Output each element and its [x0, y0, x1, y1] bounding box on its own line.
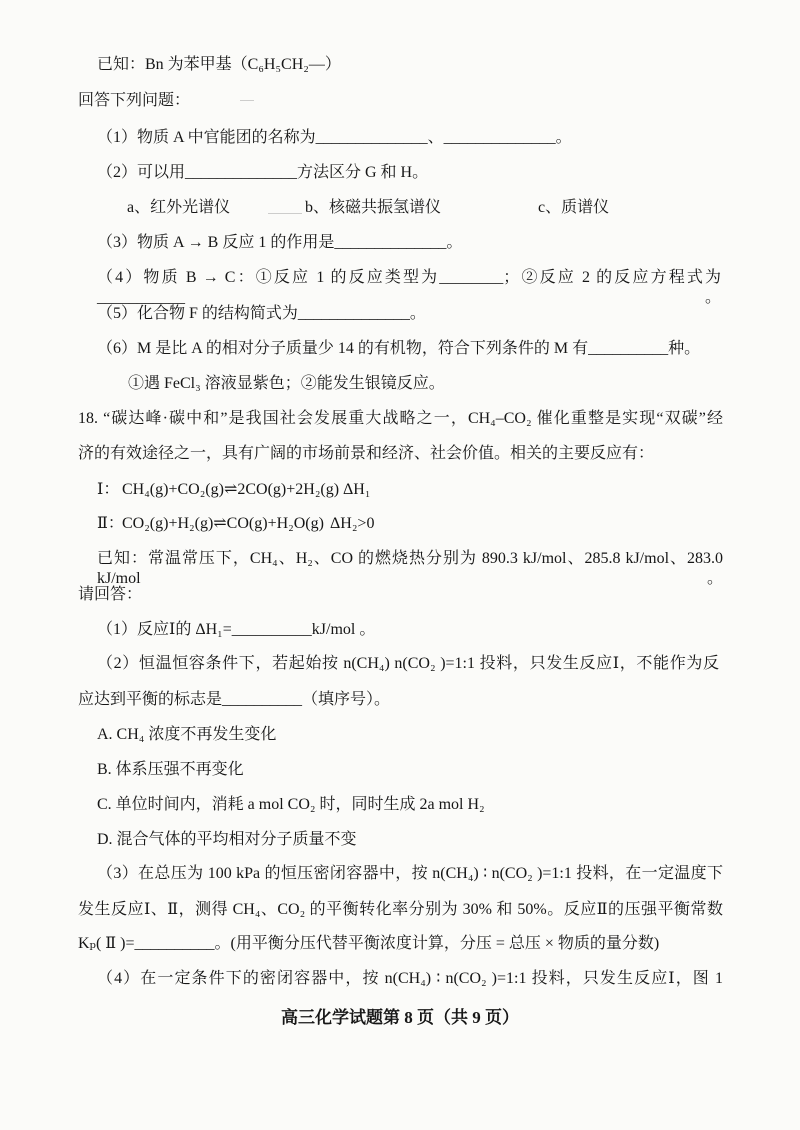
q17-option-a: a、红外光谱仪	[127, 199, 231, 216]
q17-prompt: 回答下列问题：	[78, 92, 191, 109]
page-footer: 高三化学试题第 8 页（共 9 页）	[281, 1008, 519, 1027]
q18-part2-line1: （2）恒温恒容条件下，若起始按 n(CH₄) n(CO₂ )=1:1 投料，只发生反应Ⅰ，不能作为反	[97, 655, 719, 672]
q18-part2-line2: 应达到平衡的标志是__________（填序号）。	[78, 691, 391, 708]
q17-option-c: c、质谱仪	[538, 199, 610, 216]
q18-option-b: B. 体系压强不再变化	[97, 761, 244, 778]
q18-part1: （1）反应Ⅰ的 ΔH₁=__________kJ/mol 。	[97, 621, 376, 638]
q17-part6-conditions: ①遇 FeCl₃ 溶液显紫色；②能发生银镜反应。	[128, 375, 445, 392]
q18-option-c: C. 单位时间内，消耗 a mol CO₂ 时，同时生成 2a mol H₂	[97, 796, 485, 813]
q17-part4: （4）物质 B → C：①反应 1 的反应类型为________；②反应 2 的反应方程式为___________。	[97, 269, 721, 306]
reaction-enthalpy: ΔH₂>0	[330, 515, 375, 532]
q18-option-d: D. 混合气体的平均相对分子质量不变	[97, 831, 357, 848]
reaction-label: Ⅱ：	[97, 515, 124, 532]
q17-part6: （6）M 是比 A 的相对分子质量少 14 的有机物，符合下列条件的 M 有__________种。	[97, 340, 701, 357]
q18-part3-line1: （3）在总压为 100 kPa 的恒压密闭容器中，按 n(CH₄) ∶ n(CO₂ )=1:1 投料，在一定温度下	[97, 865, 723, 882]
q18-intro-line2: 济的有效途径之一，具有广阔的市场前景和经济、社会价值。相关的主要反应有：	[78, 445, 655, 462]
scan-smudge	[268, 213, 302, 214]
reaction-label: Ⅰ：	[97, 481, 120, 498]
q18-option-a: A. CH₄ 浓度不再发生变化	[97, 726, 277, 743]
q17-option-b: b、核磁共振氢谱仪	[305, 199, 442, 216]
q18-part4-line1: （4）在一定条件下的密闭容器中，按 n(CH₄) ∶ n(CO₂ )=1:1 投料，只发生反应Ⅰ，图 1	[97, 970, 723, 987]
reaction-enthalpy: ΔH₁	[343, 481, 371, 498]
q18-given-combustion-heats: 已知：常温常压下，CH₄、H₂、CO 的燃烧热分别为 890.3 kJ/mol、285.8 kJ/mol、283.0 kJ/mol。	[97, 550, 723, 587]
scan-smudge	[240, 100, 254, 101]
q18-intro-line1: 18. “碳达峰·碳中和”是我国社会发展重大战略之一，CH₄–CO₂ 催化重整是实现“双碳”经	[78, 410, 723, 427]
q17-part2: （2）可以用______________方法区分 G 和 H。	[97, 164, 429, 181]
q17-part5: （5）化合物 F 的结构简式为______________。	[97, 305, 426, 322]
q17-part3: （3）物质 A → B 反应 1 的作用是______________。	[97, 234, 463, 251]
reaction-equation: CO₂(g)+H₂(g)⇌CO(g)+H₂O(g)	[122, 515, 324, 532]
reaction-equation: CH₄(g)+CO₂(g)⇌2CO(g)+2H₂(g)	[122, 481, 340, 498]
q18-prompt: 请回答：	[78, 586, 143, 603]
q18-part3-line3: Kₚ( Ⅱ )=__________。(用平衡分压代替平衡浓度计算，分压 = 总压 × 物质的量分数)	[78, 935, 660, 952]
q18-part3-line2: 发生反应Ⅰ、Ⅱ，测得 CH₄、CO₂ 的平衡转化率分别为 30% 和 50%。反应Ⅱ的压强平衡常数	[78, 901, 723, 918]
q17-given-note: 已知：Bn 为苯甲基（C₆H₅CH₂—）	[97, 56, 341, 73]
q17-part1: （1）物质 A 中官能团的名称为______________、______________。	[97, 129, 572, 146]
